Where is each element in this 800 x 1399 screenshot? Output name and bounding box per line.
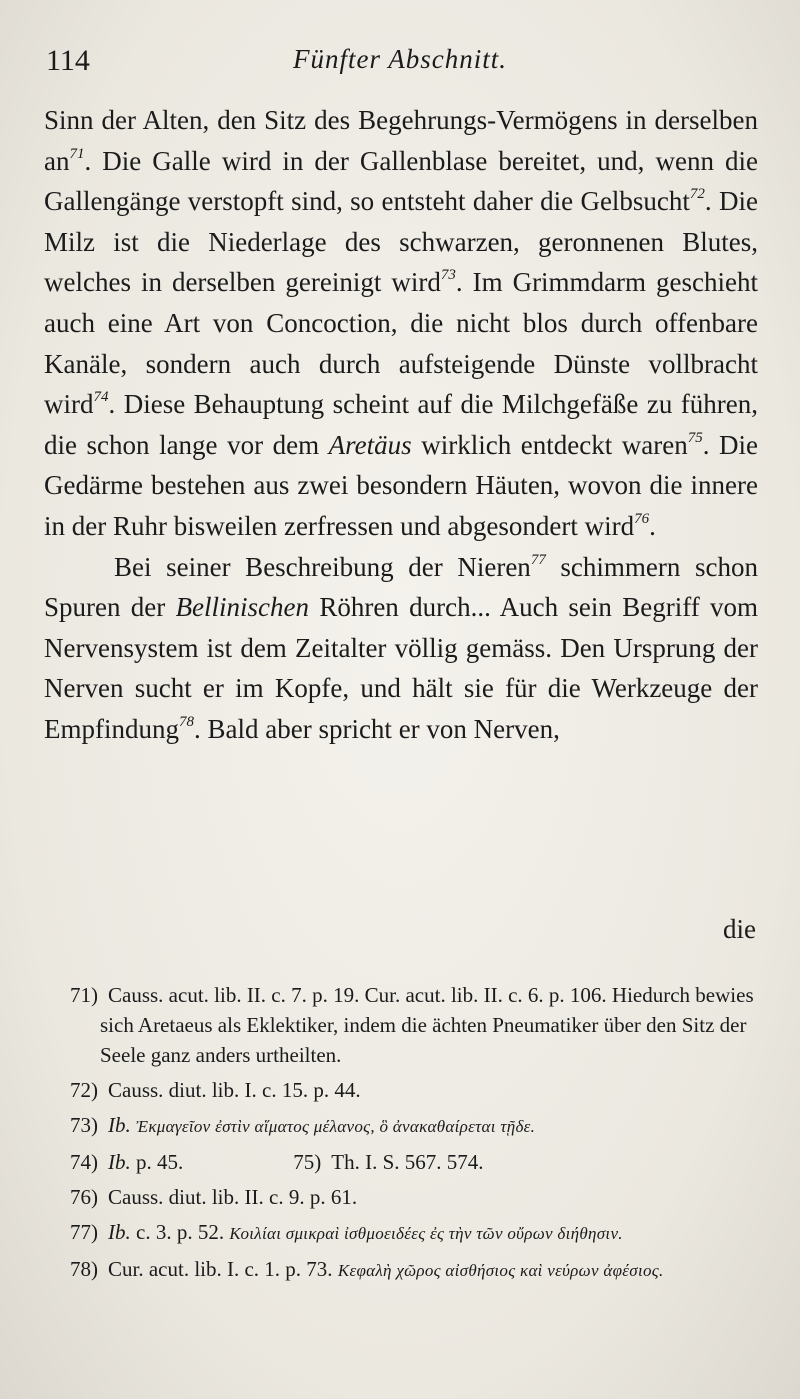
footnote-text: Cur. acut. lib. I. c. 1. p. 73.	[108, 1257, 333, 1281]
footnote-76	[70, 1182, 760, 1212]
footnote-74	[70, 1147, 183, 1177]
ibidem: Ib.	[108, 1220, 131, 1244]
footnote-text: Causs. acut. lib. II. c. 7. p. 19. Cur. acut. lib. II. c. 6. p. 106. Hiedurch bewies sich Aretaeus als Eklektiker, indem die ächten Pneumatiker über den Sitz der Seele ganz anders urtheilten.	[100, 983, 754, 1067]
text-segment: . Die Gedärme bestehen aus zwei besondern Häuten, wovon die innere in der Ruhr bisweilen zerfressen und abgesondert wird	[44, 429, 759, 541]
footnote-number: 78)	[70, 1257, 98, 1281]
footnote-72	[70, 1075, 760, 1105]
text-segment: schimmern schon Spuren der	[44, 551, 758, 623]
footnote-ref-78[interactable]: 78	[179, 713, 194, 730]
page-header	[46, 40, 754, 84]
footnote-text: Causs. diut. lib. II. c. 9. p. 61.	[108, 1185, 358, 1209]
footnote-text: Th. I. S. 567. 574.	[331, 1150, 484, 1174]
footnote-71	[70, 980, 760, 1070]
text-segment: . Im Grimmdarm geschieht auch eine Art von Concoction, die nicht blos durch offenbare Kanäle, sondern auch durch aufsteigende Dünste vollbracht wird	[44, 267, 758, 420]
footnote-ref-77[interactable]: 77	[530, 551, 546, 568]
text-segment: . Bald aber spricht er von Nerven,	[194, 713, 560, 744]
text-segment: wirklich entdeckt waren	[411, 429, 688, 460]
ibidem: Ib.	[108, 1150, 131, 1174]
footnote-number: 73)	[70, 1113, 98, 1137]
footnote-ref-74[interactable]: 74	[93, 389, 109, 406]
footnote-77	[70, 1217, 760, 1249]
footnote-ref-76[interactable]: 76	[634, 510, 650, 527]
footnote-ref-73[interactable]: 73	[440, 267, 456, 284]
catchword: die	[723, 914, 756, 944]
greek-quote: Κεφαλὴ χῶρος αἰσθήσιος καὶ νεύρων ἀφέσιος.	[337, 1261, 664, 1280]
footnote-ref-71[interactable]: 71	[69, 145, 85, 162]
footnote-ref-72[interactable]: 72	[689, 186, 705, 203]
text-segment: . Die Milz ist die Niederlage des schwarzen, geronnenen Blutes, welches in derselben gereinigt wird	[44, 186, 758, 298]
greek-quote: Κοιλίαι σμικραὶ ἰσθμοειδέες ἐς τὴν τῶν οὔρων διήθησιν.	[229, 1224, 623, 1243]
footnote-number: 75)	[293, 1150, 322, 1174]
text-segment: Sinn der Alten, den Sitz des Begehrungs-Vermögens in derselben an	[44, 105, 758, 176]
footnotes	[70, 980, 760, 1291]
greek-quote: Ἐκμαγεῖον ἐστὶν αἵματος μέλανος, ὃ ἀνακαθαίρεται τῇδε.	[136, 1117, 536, 1136]
footnote-number: 74)	[70, 1150, 98, 1174]
name-aretaeus: Aretäus	[328, 429, 412, 460]
footnote-73	[70, 1110, 760, 1142]
footnote-number: 72)	[70, 1078, 98, 1102]
text-segment: .	[649, 510, 656, 541]
footnote-number: 77)	[70, 1220, 98, 1244]
footnote-text: p. 45.	[136, 1150, 184, 1174]
footnote-75	[293, 1147, 483, 1177]
paragraph-1	[44, 100, 758, 547]
page-number: 114	[46, 44, 90, 77]
footnote-78	[70, 1254, 760, 1286]
footnote-text: Causs. diut. lib. I. c. 15. p. 44.	[108, 1078, 361, 1102]
text-segment: Bei seiner Beschreibung der Nieren	[114, 551, 531, 582]
ibidem: Ib.	[108, 1113, 131, 1137]
footnote-text: c. 3. p. 52.	[136, 1220, 225, 1244]
footnote-number: 76)	[70, 1185, 98, 1209]
footnote-ref-75[interactable]: 75	[687, 429, 703, 446]
text-segment: . Diese Behauptung scheint auf die Milchgefäße zu führen, die schon lange vor dem	[44, 389, 758, 460]
paragraph-2	[44, 547, 758, 750]
text-segment: Röhren durch... Auch sein Begriff vom Nervensystem ist dem Zeitalter völlig gemäss. Den Ursprung der Nerven sucht er im Kopfe, und hält sie für die Werkzeuge der Empfindung	[44, 592, 758, 744]
name-bellini: Bellinischen	[175, 592, 310, 623]
text-segment: . Die Galle wird in der Gallenblase bereitet, und, wenn die Gallengänge verstopft sind, so entsteht daher die Gelbsucht	[44, 145, 758, 217]
footnote-row-74-75	[70, 1147, 760, 1182]
footnote-number: 71)	[70, 983, 98, 1007]
running-head: Fünfter Abschnitt.	[293, 44, 507, 74]
main-text	[44, 100, 758, 750]
